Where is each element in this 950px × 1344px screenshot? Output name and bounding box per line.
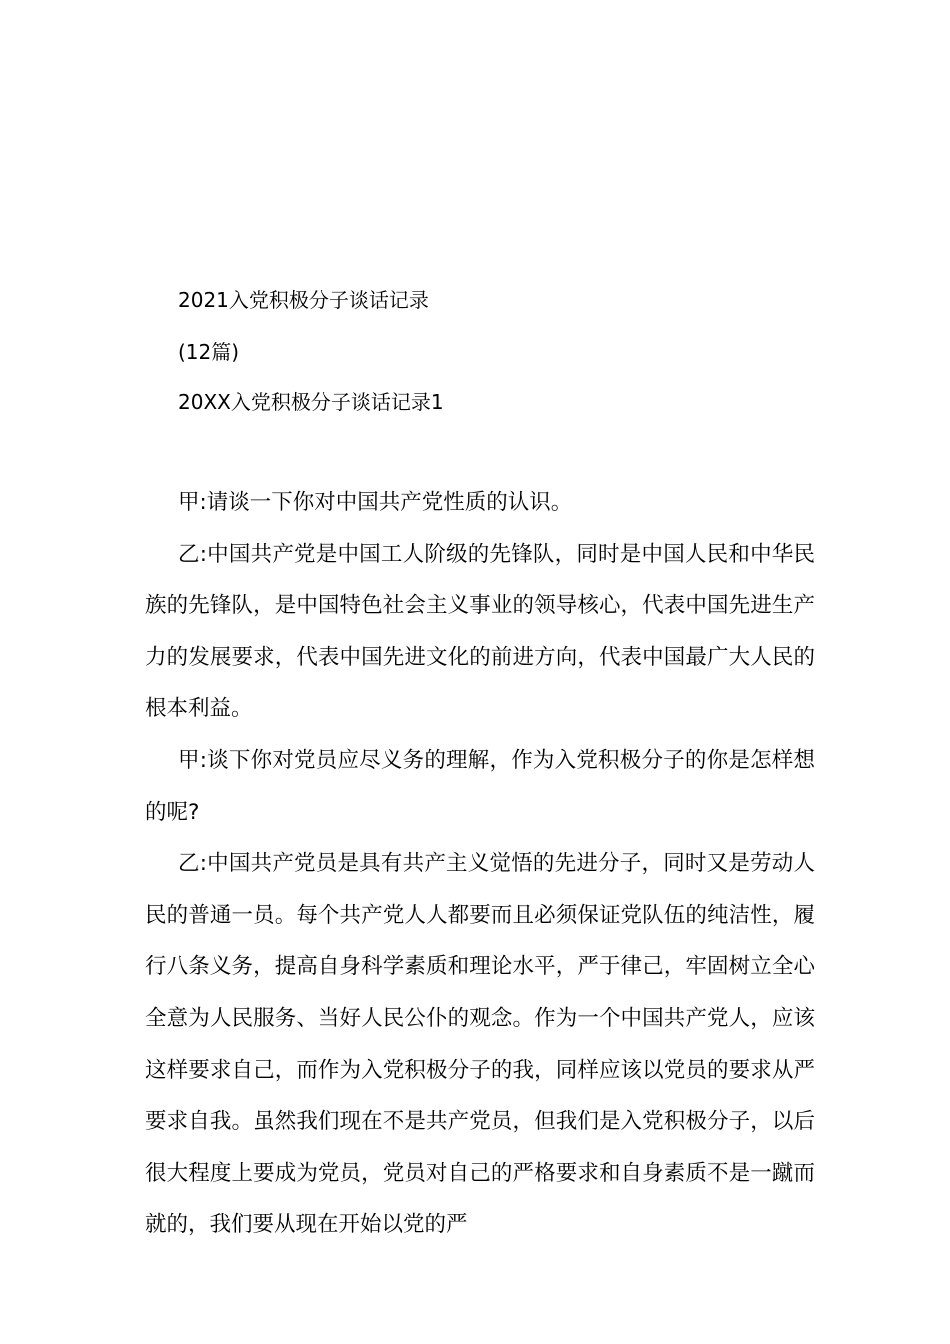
document-title: 2021入党积极分子谈话记录 [178,288,429,312]
document-body [145,477,815,1251]
paragraph-question-1: 甲:请谈一下你对中国共产党性质的认识。 [178,490,573,515]
paragraph-answer-2: 乙:中国共产党员是具有共产主义觉悟的先进分子，同时又是劳动人民的普通一员。每个共产党人人都要而且必须保证党队伍的纯洁性，履行八条义务，提高自身科学素质和理论水平，严于律己，牢固树立全心全意为人民服务、当好人民公仆的观念。作为一个中国共产党人，应该这样要求自己，而作为入党积极分子的我，同样应该以党员的要求从严要求自我。虽然我们现在不是共产党员，但我们是入党积极分子，以后很大程度上要成为党员，党员对自己的严格要求和自身素质不是一蹴而就的，我们要从现在开始以党的严 [145,851,815,1238]
document-count: (12篇) [178,340,240,364]
section-title: 20XX入党积极分子谈话记录1 [178,390,444,414]
paragraph-question-2: 甲:谈下你对党员应尽义务的理解，作为入党积极分子的你是怎样想的呢? [145,747,815,825]
paragraph-answer-1: 乙:中国共产党是中国工人阶级的先锋队，同时是中国人民和中华民族的先锋队，是中国特色社会主义事业的领导核心，代表中国先进生产力的发展要求，代表中国先进文化的前进方向，代表中国最广大人民的根本利益。 [145,541,815,722]
